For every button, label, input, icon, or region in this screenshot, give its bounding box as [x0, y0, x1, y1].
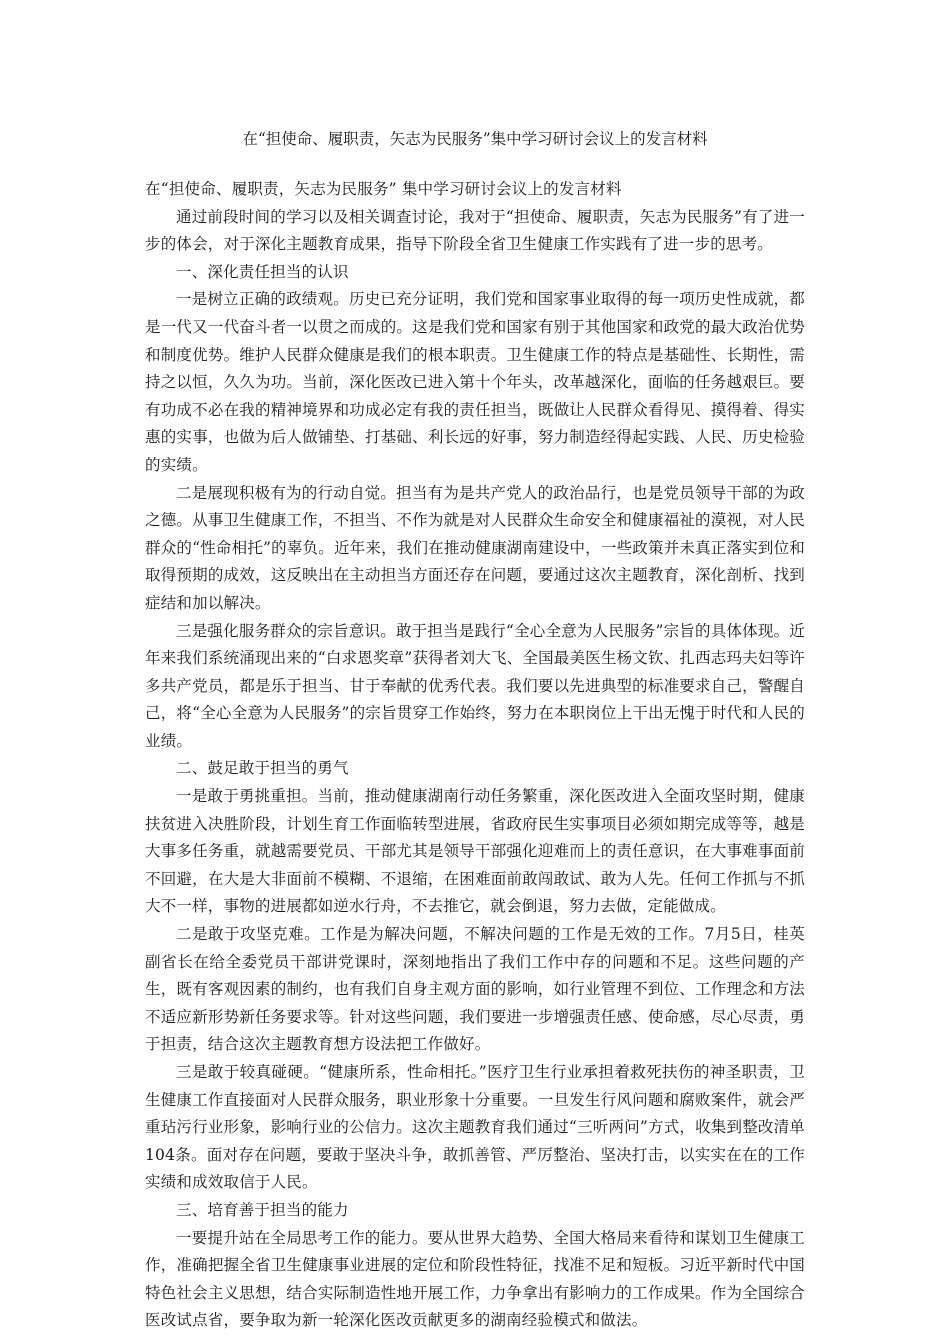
section-heading-1: 一、深化责任担当的认识	[176, 262, 349, 281]
body-paragraph: 三是敢于较真碰硬。“健康所系，性命相托。”医疗卫生行业承担着救死扶伤的神圣职责，卫生健康工作直接面对人民群众服务，职业形象十分重要。一旦发生行风问题和腐败案件，就会严重玷污行业形象，影响行业的公信力。这次主题教育我们通过“三听两问”方式，收集到整改清单104条。面对存在问题，要敢于坚决斗争，敢抓善管、严厉整治、坚决打击，以实实在在的工作实绩和成效取信于人民。	[145, 1063, 805, 1192]
body-paragraph: 一是树立正确的政绩观。历史已充分证明，我们党和国家事业取得的每一项历史性成就，都是一代又一代奋斗者一以贯之而成的。这是我们党和国家有别于其他国家和政党的最大政治优势和制度优势。维护人民群众健康是我们的根本职责。卫生健康工作的特点是基础性、长期性，需持之以恒，久久为功。当前，深化医改已进入第十个年头，改革越深化，面临的任务越艰巨。要有功成不必在我的精神境界和功成必定有我的责任担当，既做让人民群众看得见、摸得着、得实惠的实事，也做为后人做铺垫、打基础、利长远的好事，努力制造经得起实践、人民、历史检验的实绩。	[145, 290, 805, 474]
body-paragraph: 三是强化服务群众的宗旨意识。敢于担当是践行“全心全意为人民服务”宗旨的具体体现。近年来我们系统涌现出来的“白求恩奖章”获得者刘大飞、全国最美医生杨文钦、扎西志玛夫妇等许多共产党员，都是乐于担当、甘于奉献的优秀代表。我们要以先进典型的标准要求自己，警醒自己，将“全心全意为人民服务”的宗旨贯穿工作始终，努力在本职岗位上干出无愧于时代和人民的业绩。	[145, 621, 805, 750]
document-body	[145, 176, 805, 1335]
section-heading-3: 三、培育善于担当的能力	[176, 1200, 349, 1219]
intro-paragraph: 通过前段时间的学习以及相关调查讨论，我对于“担使命、履职责，矢志为民服务”有了进一步的体会，对于深化主题教育成果，指导下阶段全省卫生健康工作实践有了进一步的思考。	[145, 207, 805, 254]
body-paragraph: 一是敢于勇挑重担。当前，推动健康湖南行动任务繁重，深化医改进入全面攻坚时期，健康扶贫进入决胜阶段，计划生育工作面临转型进展，省政府民生实事项目必须如期完成等等，越是大事多任务重，就越需要党员、干部尤其是领导干部强化迎难而上的责任意识，在大事难事面前不回避，在大是大非面前不模糊、不退缩，在困难面前敢闯敢试、敢为人先。任何工作抓与不抓大不一样，事物的进展都如逆水行舟，不去推它，就会倒退，努力去做，定能做成。	[145, 787, 805, 916]
body-paragraph: 一要提升站在全局思考工作的能力。要从世界大趋势、全国大格局来看待和谋划卫生健康工作，准确把握全省卫生健康事业进展的定位和阶段性特征，找准不足和短板。习近平新时代中国特色社会主义思想，结合实际制造性地开展工作，力争拿出有影响力的工作成果。作为全国综合医改试点省，要争取为新一轮深化医改贡献更多的湖南经验模式和做法。	[145, 1228, 805, 1330]
section-heading-2: 二、鼓足敢于担当的勇气	[176, 759, 349, 778]
document-title: 在“担使命、履职责，矢志为民服务”集中学习研讨会议上的发言材料	[242, 130, 708, 148]
document-subtitle: 在“担使命、履职责，矢志为民服务” 集中学习研讨会议上的发言材料	[145, 180, 622, 198]
body-paragraph: 二是敢于攻坚克难。工作是为解决问题，不解决问题的工作是无效的工作。7月5日，桂英副省长在给全委党员干部讲党课时，深刻地指出了我们工作中存的问题和不足。这些问题的产生，既有客观因素的制约，也有我们自身主观方面的影响，如行业管理不到位、工作理念和方法不适应新形势新任务要求等。针对这些问题，我们要进一步增强责任感、使命感，尽心尽责，勇于担责，结合这次主题教育想方设法把工作做好。	[145, 925, 805, 1054]
body-paragraph: 二是展现积极有为的行动自觉。担当有为是共产党人的政治品行，也是党员领导干部的为政之德。从事卫生健康工作，不担当、不作为就是对人民群众生命安全和健康福祉的漠视，对人民群众的“性命相托”的辜负。近年来，我们在推动健康湖南建设中，一些政策并未真正落实到位和取得预期的成效，这反映出在主动担当方面还存在问题，要通过这次主题教育，深化剖析、找到症结和加以解决。	[145, 483, 805, 612]
